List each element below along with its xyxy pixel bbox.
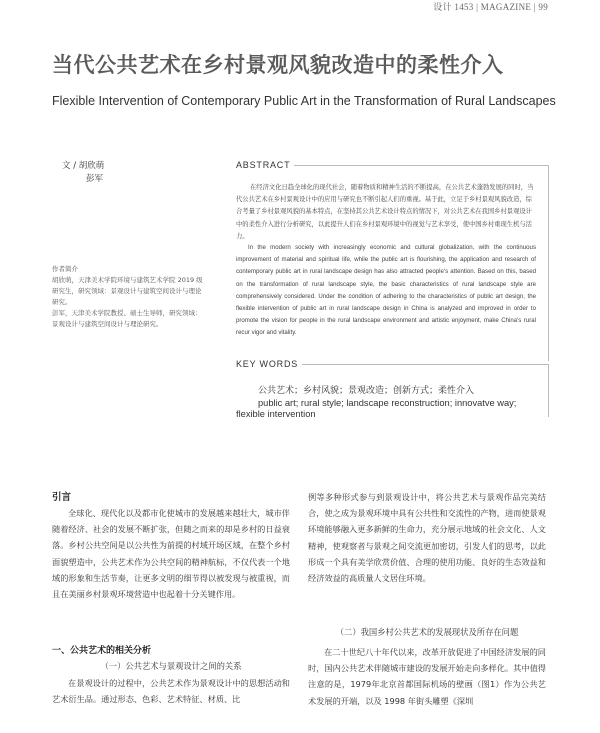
bio-line: 研究生，研究领域：景观设计与建筑空间设计与理论 (52, 287, 202, 295)
intro-paragraph: 全球化、现代化以及都市化使城市的发展越来越壮大，城市伴随着经济、社会的发展不断扩张，但随之而来的却是乡村的日益衰落。乡村公共空间是以公共性为前提的村域开场区域，在整个乡村面貌塑造中，公共艺术作为公共空间的精神航标，不仅代表一个地域的形象和生活节奏，让更多文明的细节得以被发现与被重视，而且在美丽乡村景观环境营造中也起着十分关键作用。 (52, 508, 290, 600)
bio-line: 胡欣萌，天津美术学院环境与建筑艺术学院 2019 级 (52, 276, 203, 284)
bio-line: 研究。 (52, 298, 72, 306)
column-2-paragraph-block-2 (308, 644, 546, 709)
keywords-section (236, 359, 549, 419)
abstract-label: ABSTRACT (236, 160, 294, 171)
section-1-paragraph-block (52, 675, 290, 707)
keywords-english: public art; rural style; landscape reconstruction; innovatve way; flexible intervention (236, 398, 517, 419)
authors (62, 160, 104, 186)
running-head: 设计 1453 | MAGAZINE | 99 (433, 2, 548, 12)
column-2-paragraph-block (308, 489, 546, 586)
keywords-chinese: 公共艺术；乡村风貌；景观改造；创新方式；柔性介入 (258, 386, 475, 396)
title-english: Flexible Intervention of Contemporary Public Art in the Transformation of Rural Landscapes (52, 94, 556, 108)
section-1-subheading: （一）公共艺术与景观设计之间的关系 (100, 661, 242, 671)
author-line-2: 彭军 (86, 174, 104, 184)
author-line-1: 文 / 胡欣萌 (62, 161, 105, 171)
abstract-chinese: 在经济文化日趋全球化的现代社会，随着物质和精神生活的不断提高，在公共艺术蓬勃发展的同时，当代公共艺术在乡村景观设计中的应用与研究也不断引起人们的重视。基于此，立足于乡村景观风貌改造，综合考量了乡村景观风貌的基本特点，在坚持其公共艺术设计特点的情况下，对公共艺术在我国乡村景观设计中的柔性介入进行分析研究，以此提升人们在乡村景观环境中的视觉与艺术享受，使中国乡村重现生机与活力。 (236, 184, 534, 240)
section-2-subheading: （二）我国乡村公共艺术的发展现状及所存在问题 (335, 627, 519, 637)
abstract-english: In the modern society with increasingly economic and cultural globalization, with the continuous improvement of material and spiritual life, while the public art is flourishing, the application and research of contemporary public art in rural landscape design has also attracted people's attention. Based on this, based on the transformation of rural landscape style, the basic characteristics of rural landscape style are comprehensively considered. Under the condition of adhering to the characteristics of public art design, the flexible intervention of public art in rural landscape design in China is analyzed and improved in order to promote the vision for people in the rural landscape environment and artistic enjoyment, make China's rural recur vigor and vitality. (236, 244, 536, 337)
section-1-paragraph: 在景观设计的过程中，公共艺术作为景观设计中的思想活动和艺术衍生品。通过形态、色彩、艺术特征、材质、比 (52, 678, 290, 705)
bio-line: 景观设计与建筑空间设计与理论研究。 (52, 320, 163, 328)
keywords-label: KEY WORDS (236, 359, 302, 370)
intro-paragraph-block (52, 505, 290, 602)
bio-label: 作者简介 (52, 265, 78, 273)
column-2-paragraph-1: 例等多种形式参与到景观设计中，将公共艺术与景观作品完美结合，使之成为景观环境中具有公共性和交流性的产物，进而使景观环境能够融入更多新鲜的生命力，充分展示地域的社会文化、人文精神，使观察者与景观之间交流更加密切，引发人们的思考，以此形成一个具有美学欣赏价值、合理的使用功能、良好的生态效益和经济效益的高质量人文居住环境。 (308, 492, 546, 584)
column-2-paragraph-2: 在二十世纪八十年代以来，改革开放促进了中国经济发展的同时，国内公共艺术伴随城市建设的发展开始走向多样化。其中值得注意的是，1979年北京首都国际机场的壁画（图1）作为公共艺术发展的开端，以及 1998 年街头雕塑《深圳 (308, 647, 546, 706)
author-bio (52, 264, 222, 330)
abstract-section (236, 160, 549, 361)
bio-line: 彭军，天津美术学院教授、硕士生导师，研究领域： (52, 309, 202, 317)
title-chinese: 当代公共艺术在乡村景观风貌改造中的柔性介入 (52, 53, 504, 77)
section-1-heading: 一、公共艺术的相关分析 (52, 646, 152, 656)
intro-heading: 引言 (52, 492, 72, 503)
